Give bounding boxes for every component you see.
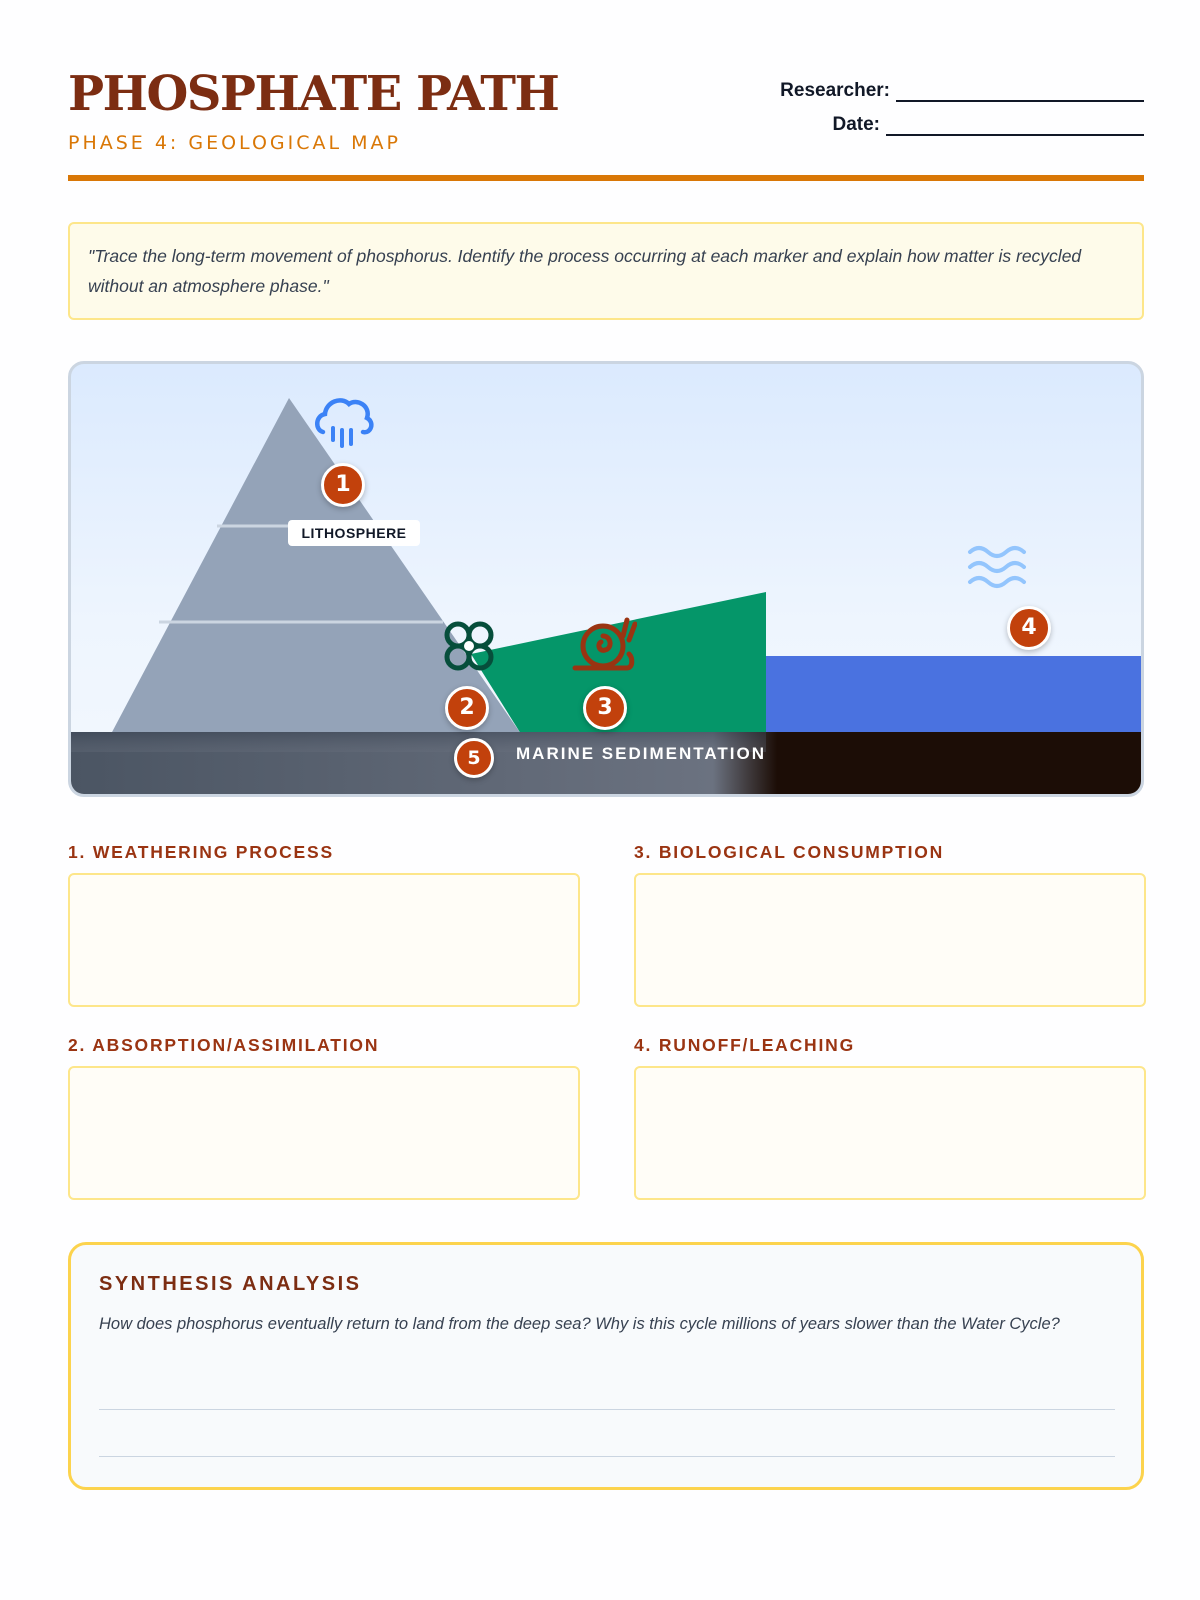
- marker-1[interactable]: 1: [321, 463, 365, 507]
- worksheet-header: [68, 62, 1144, 182]
- weathering-process-answer[interactable]: [68, 873, 580, 1007]
- synthesis-question: How does phosphorus eventually return to land from the deep sea? Why is this cycle millions of years slower than the Water Cycle?: [99, 1315, 1060, 1333]
- runoff-leaching-answer[interactable]: [634, 1066, 1146, 1200]
- absorption-assimilation-answer[interactable]: [68, 1066, 580, 1200]
- absorption-assimilation-label: 2. ABSORPTION/ASSIMILATION: [68, 1035, 380, 1055]
- date-label: Date:: [832, 114, 880, 135]
- marker-3[interactable]: 3: [583, 686, 627, 730]
- instruction-box: "Trace the long-term movement of phosphorus. Identify the process occurring at each marker and explain how matter is recycled without an atmosphere phase.": [68, 222, 1144, 320]
- marker-4[interactable]: 4: [1007, 606, 1051, 650]
- runoff-leaching-label: 4. RUNOFF/LEACHING: [634, 1035, 856, 1055]
- synthesis-panel: [68, 1242, 1144, 1490]
- synthesis-title: SYNTHESIS ANALYSIS: [99, 1273, 362, 1295]
- rain-cloud-icon: [311, 392, 377, 458]
- plant-root-icon: [439, 616, 499, 676]
- marker-5[interactable]: 5: [454, 738, 494, 778]
- researcher-field[interactable]: [896, 82, 1144, 102]
- date-field[interactable]: [886, 116, 1144, 136]
- geological-map: [68, 361, 1144, 797]
- weathering-process-label: 1. WEATHERING PROCESS: [68, 842, 334, 862]
- answer-line[interactable]: [99, 1409, 1115, 1410]
- marker-2[interactable]: 2: [445, 686, 489, 730]
- biological-consumption-label: 3. BIOLOGICAL CONSUMPTION: [634, 842, 945, 862]
- researcher-label: Researcher:: [780, 80, 890, 101]
- answer-line[interactable]: [99, 1456, 1115, 1457]
- researcher-row: [724, 68, 1144, 102]
- lithosphere-label: LITHOSPHERE: [288, 520, 420, 546]
- page-title: PHOSPHATE PATH: [68, 66, 559, 122]
- water-waves-icon: [966, 542, 1032, 592]
- biological-consumption-answer[interactable]: [634, 873, 1146, 1007]
- snail-icon: [571, 614, 637, 676]
- marine-sedimentation-label: MARINE SEDIMENTATION: [516, 744, 766, 763]
- ocean: [766, 656, 1141, 736]
- header-divider: [68, 175, 1144, 181]
- researcher-info: [724, 68, 1144, 136]
- date-row: [724, 102, 1144, 136]
- page-subtitle: PHASE 4: GEOLOGICAL MAP: [68, 132, 401, 154]
